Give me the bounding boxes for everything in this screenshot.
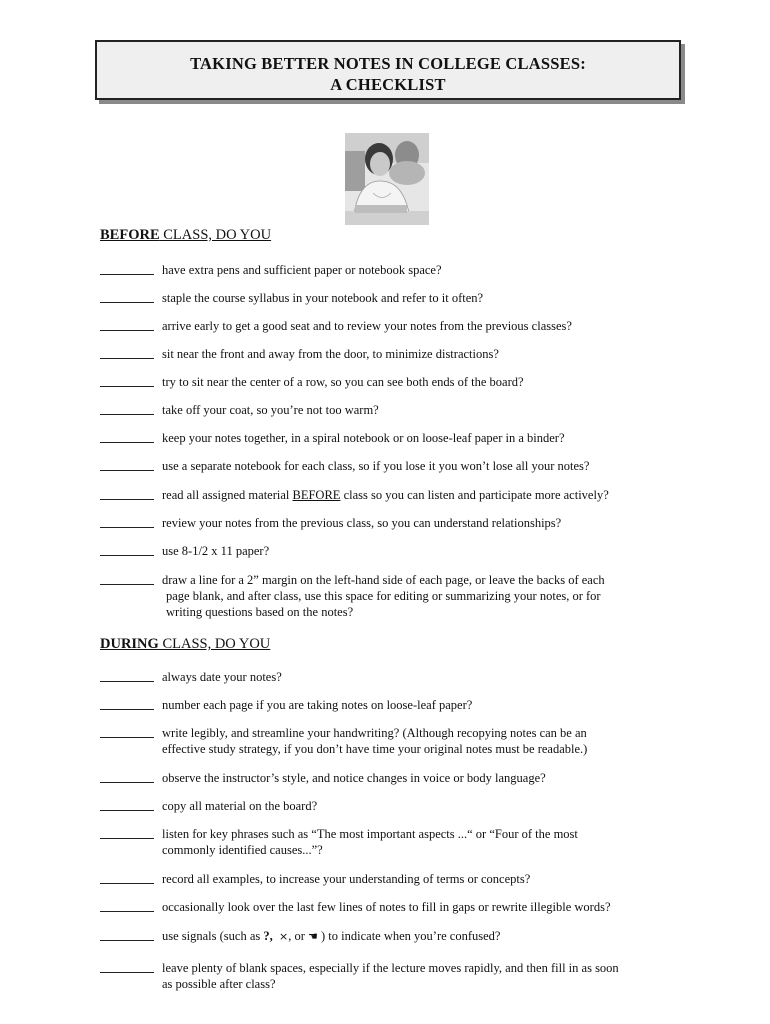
item-text: copy all material on the board? [162, 799, 318, 813]
item-text-line: page blank, and after class, use this space for editing or summarizing your notes, or for [166, 589, 601, 603]
item-text: use a separate notebook for each class, so if you lose it you won’t lose all your notes? [162, 459, 590, 473]
item-text-line: draw a line for a 2” margin on the left-hand side of each page, or leave the backs of each [162, 573, 605, 587]
during-heading [100, 636, 270, 653]
blank-line[interactable] [100, 911, 154, 912]
pointing-hand-icon: ☚ [308, 930, 318, 943]
before-heading-rest: CLASS, DO YOU [159, 227, 272, 243]
item-text: occasionally look over the last few lines of notes to fill in gaps or rewrite illegible words? [162, 900, 611, 914]
title-line-1: TAKING BETTER NOTES IN COLLEGE CLASSES: [190, 54, 586, 73]
blank-line[interactable] [100, 302, 154, 303]
blank-line[interactable] [100, 499, 154, 500]
item-text: always date your notes? [162, 670, 282, 684]
item-text: try to sit near the center of a row, so you can see both ends of the board? [162, 375, 524, 389]
blank-line[interactable] [100, 883, 154, 884]
blank-line[interactable] [100, 681, 154, 682]
blank-line[interactable] [100, 972, 154, 973]
item-text-part: read all assigned material [162, 488, 293, 502]
item-text: review your notes from the previous class, so you can understand relationships? [162, 516, 562, 530]
during-heading-rest: CLASS, DO YOU [158, 636, 271, 652]
item-text-line: leave plenty of blank spaces, especially if the lecture moves rapidly, and then fill in as soon [162, 961, 619, 975]
blank-line[interactable] [100, 527, 154, 528]
blank-line[interactable] [100, 470, 154, 471]
cross-symbol: × [279, 930, 289, 943]
blank-line[interactable] [100, 584, 154, 585]
item-text-part: , or [288, 929, 309, 943]
item-text-line: writing questions based on the notes? [166, 605, 354, 619]
during-heading-bold: DURING [100, 636, 159, 652]
question-mark-symbol: ?, [263, 929, 273, 943]
before-heading-bold: BEFORE [100, 227, 160, 243]
blank-line[interactable] [100, 810, 154, 811]
item-text: sit near the front and away from the door, to minimize distractions? [162, 347, 499, 361]
item-text: observe the instructor’s style, and notice changes in voice or body language? [162, 771, 546, 785]
item-text [162, 572, 682, 620]
item-text-line: commonly identified causes...”? [162, 843, 323, 857]
item-text-line: write legibly, and streamline your handwriting? (Although recopying notes can be an [162, 726, 587, 740]
item-text: number each page if you are taking notes on loose-leaf paper? [162, 698, 473, 712]
item-text: arrive early to get a good seat and to review your notes from the previous classes? [162, 319, 572, 333]
item-text [162, 725, 682, 757]
title-box [95, 40, 681, 100]
title-line-2: A CHECKLIST [330, 75, 446, 94]
blank-line[interactable] [100, 330, 154, 331]
blank-line[interactable] [100, 414, 154, 415]
item-text: have extra pens and sufficient paper or notebook space? [162, 263, 442, 277]
blank-line[interactable] [100, 386, 154, 387]
before-heading [100, 227, 271, 244]
item-text-part: use signals (such as [162, 929, 264, 943]
blank-line[interactable] [100, 838, 154, 839]
item-text-line: effective study strategy, if you don’t have time your original notes must be readable.) [162, 742, 588, 756]
item-text [162, 928, 682, 945]
item-text-part: class so you can listen and participate more actively? [340, 488, 609, 502]
item-text-line: listen for key phrases such as “The most important aspects ...“ or “Four of the most [162, 827, 578, 841]
blank-line[interactable] [100, 940, 154, 941]
blank-line[interactable] [100, 782, 154, 783]
item-text [162, 826, 682, 858]
blank-line[interactable] [100, 442, 154, 443]
item-text: take off your coat, so you’re not too warm? [162, 403, 379, 417]
blank-line[interactable] [100, 737, 154, 738]
item-text-part: ) to indicate when you’re confused? [317, 929, 501, 943]
item-text: staple the course syllabus in your notebook and refer to it often? [162, 291, 484, 305]
blank-line[interactable] [100, 274, 154, 275]
item-text: keep your notes together, in a spiral notebook or on loose-leaf paper in a binder? [162, 431, 565, 445]
item-text: use 8-1/2 x 11 paper? [162, 544, 270, 558]
item-text [162, 487, 682, 503]
blank-line[interactable] [100, 555, 154, 556]
item-text [162, 960, 682, 992]
item-text-line: as possible after class? [162, 977, 276, 991]
student-photo [345, 133, 429, 225]
item-text: record all examples, to increase your understanding of terms or concepts? [162, 872, 531, 886]
blank-line[interactable] [100, 358, 154, 359]
blank-line[interactable] [100, 709, 154, 710]
item-text-underlined: BEFORE [292, 488, 341, 502]
